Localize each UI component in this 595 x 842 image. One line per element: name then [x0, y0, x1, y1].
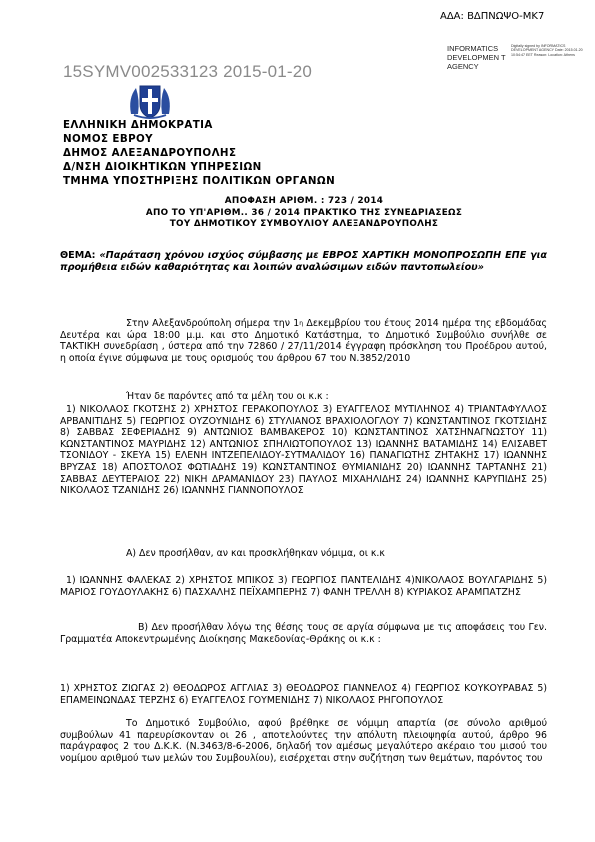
- present-members-list: 1) ΝΙΚΟΛΑΟΣ ΓΚΟΤΣΗΣ 2) ΧΡΗΣΤΟΣ ΓΕΡΑΚΟΠΟΥΛΟΣ 3) ΕΥΑΓΓΕΛΟΣ ΜΥΤΙΛΗΝΟΣ 4) ΤΡΙΑΝΤΑΦΥΛΛΟΣ ΑΡΒΑΝΙΤΙΔΗΣ 5) ΓΕΩΡΓΙΟΣ ΟΥΖΟΥΝΙΔΗΣ 6) ΣΤΥΛΙΑΝΟΣ ΒΡΑΧΙΟΛΟΓΛΟΥ 7) ΚΩΝΣΤΑΝΤΙΝΟΣ ΓΚΟΤΣΙΔΗΣ 8) ΣΑΒΒΑΣ ΣΕΦΕΡΙΑΔΗΣ 9) ΑΝΤΩΝΙΟΣ ΒΑΜΒΑΚΕΡΟΣ 10) ΚΩΝΣΤΑΝΤΙΝΟΣ ΧΑΤΣΗΝΑΓΝΩΣΤΟΥ 11) ΚΩΝΣΤΑΝΤΙΝΟΣ ΜΑΥΡΙΔΗΣ 12) ΑΝΤΩΝΙΟΣ ΣΠΗΛΙΩΤΟΠΟΥΛΟΣ 13) ΙΩΑΝΝΗΣ ΒΑΤΑΜΙΔΗΣ 14) ΕΛΙΣΑΒΕΤ ΤΣΟΝΙΔΟΥ - ΣΚΕΥΑ 15) ΕΛΕΝΗ ΙΝΤΖΕΠΕΛΙΔΟΥ-ΣΥΤΜΑΛΙΔΟΥ 16) ΠΑΝΑΓΙΩΤΗΣ ΖΗΤΑΚΗΣ 17) ΙΩΑΝΝΗΣ ΒΡΥΖΑΣ 18) ΑΠΟΣΤΟΛΟΣ ΦΩΤΙΑΔΗΣ 19) ΚΩΝΣΤΑΝΤΙΝΟΣ ΘΥΜΙΑΝΙΔΗΣ 20) ΙΩΑΝΝΗΣ ΤΑΡΤΑΝΗΣ 21) ΣΑΒΒΑΣ ΔΕΥΤΕΡΑΙΟΣ 22) ΝΙΚΗ ΔΡΑΜΑΝΙΔΟΥ 23) ΠΑΥΛΟΣ ΜΙΧΑΗΛΙΔΗΣ 24) ΙΩΑΝΝΗΣ ΚΑΡΥΠΙΔΗΣ 25) ΝΙΚΟΛΑΟΣ ΤΖΑΝΙΔΗΣ 26) ΙΩΑΝΝΗΣ ΓΙΑΝΝΟΠΟΥΛΟΣ: [60, 404, 547, 497]
- header-line: ΕΛΛΗΝΙΚΗ ΔΗΜΟΚΡΑΤΙΑ: [63, 119, 213, 131]
- header-line: Δ/ΝΣΗ ΔΙΟΙΚΗΤΙΚΩΝ ΥΠΗΡΕΣΙΩΝ: [63, 161, 262, 174]
- intro-text-start: Στην Αλεξανδρούπολη σήμερα την 1: [126, 318, 300, 329]
- subject-block: [60, 250, 547, 273]
- subject-text: «Παράταση χρόνου ισχύος σύμβασης με ΕΒΡΟΣ ΧΑΡΤΙΚΗ ΜΟΝΟΠΡΟΣΩΠΗ ΕΠΕ για προμήθεια ειδών καθαριότητας και λοιπών αναλώσιμων ειδών παντοπωλείου»: [60, 250, 548, 273]
- decision-number: ΑΠΟΦΑΣΗ ΑΡΙΘΜ. : 723 / 2014: [224, 196, 384, 206]
- signature-org-name: INFORMATICS DEVELOPMEN T AGENCY: [447, 44, 506, 71]
- header-line: ΝΟΜΟΣ ΕΒΡΟΥ: [63, 133, 154, 146]
- header-line: ΤΜΗΜΑ ΥΠΟΣΤΗΡΙΞΗΣ ΠΟΛΙΤΙΚΩΝ ΟΡΓΑΝΩΝ: [63, 175, 336, 188]
- subject-label: ΘΕΜΑ:: [60, 250, 96, 261]
- decision-council-line: ΤΟΥ ΔΗΜΟΤΙΚΟΥ ΣΥΜΒΟΥΛΙΟΥ ΑΛΕΞΑΝΔΡΟΥΠΟΛΗΣ: [169, 219, 439, 229]
- intro-text-end: Δεκεμβρίου του έτους 2014 ημέρα της εβδομάδας Δευτέρα και ώρα 18:00 μ.μ. και στο Δημοτικό Κατάστημα, το Δημοτικό Συμβούλιο συνήλθε σε ΤΑΚΤΙΚΗ συνεδρίαση , ύστερα από την 72860 / 27/11/2014 έγγραφη πρόσκληση του Προέδρου αυτού, η οποία έγινε σύμφωνα με τους ορισμούς του άρθρου 67 του Ν.3852/2010: [60, 318, 547, 364]
- date-superscript: η: [299, 320, 304, 327]
- decision-minutes-line: ΑΠΟ ΤΟ ΥΠ'ΑΡΙΘΜ.. 36 / 2014 ΠΡΑΚΤΙΚΟ ΤΗΣ ΣΥΝΕΔΡΙΑΣΕΩΣ: [145, 207, 463, 218]
- section-b-heading: Β) Δεν προσήλθαν λόγω της θέσης τους σε αργία σύμφωνα με τις αποφάσεις του Γεν. Γραμματέα Αποκεντρωμένης Διοίκησης Μακεδονίας-Θράκης οι κ.κ :: [60, 622, 547, 645]
- section-a-heading: Α) Δεν προσήλθαν, αν και προσκλήθηκαν νόμιμα, οι κ.κ: [126, 548, 385, 559]
- ada-code: ΑΔΑ: ΒΔΠΝΩΨΟ-ΜΚ7: [440, 11, 545, 22]
- reference-number: 15SYMV002533123 2015-01-20: [63, 62, 313, 81]
- decision-title: [60, 196, 548, 231]
- digital-signature-text: Digitally signed by INFORMATICS DEVELOPMENT AGENCY Date: 2015.01.20 10:54:47 EET Reason: Location: Athens: [511, 44, 583, 57]
- absent-members-list: 1) ΙΩΑΝΝΗΣ ΦΑΛΕΚΑΣ 2) ΧΡΗΣΤΟΣ ΜΠΙΚΟΣ 3) ΓΕΩΡΓΙΟΣ ΠΑΝΤΕΛΙΔΗΣ 4)ΝΙΚΟΛΑΟΣ ΒΟΥΛΓΑΡΙΔΗΣ 5) ΜΑΡΙΟΣ ΓΟΥΔΟΥΛΑΚΗΣ 6) ΠΑΣΧΑΛΗΣ ΠΕΪΧΑΜΠΕΡΗΣ 7) ΦΑΝΗ ΤΡΕΛΛΗ 8) ΚΥΡΙΑΚΟΣ ΑΡΑΜΠΑΤΖΗΣ: [60, 575, 547, 598]
- meeting-intro-paragraph: [60, 318, 547, 364]
- header-line: ΔΗΜΟΣ ΑΛΕΞΑΝΔΡΟΥΠΟΛΗΣ: [63, 147, 237, 160]
- issuing-authority-header: [63, 118, 335, 188]
- present-intro: Ήταν δε παρόντες από τα μέλη του οι κ.κ :: [126, 391, 329, 402]
- suspended-members-list: 1) ΧΡΗΣΤΟΣ ΖΙΩΓΑΣ 2) ΘΕΟΔΩΡΟΣ ΑΓΓΛΙΑΣ 3) ΘΕΟΔΩΡΟΣ ΓΙΑΝΝΕΛΟΣ 4) ΓΕΩΡΓΙΟΣ ΚΟΥΚΟΥΡΑΒΑΣ 5) ΕΠΑΜΕΙΝΩΝΔΑΣ ΤΕΡΖΗΣ 6) ΕΥΑΓΓΕΛΟΣ ΓΟΥΜΕΝΙΔΗΣ 7) ΝΙΚΟΛΑΟΣ ΡΗΓΟΠΟΥΛΟΣ: [60, 683, 547, 706]
- quorum-paragraph: Το Δημοτικό Συμβούλιο, αφού βρέθηκε σε νόμιμη απαρτία (σε σύνολο αριθμού συμβούλων 41 παρευρίσκονταν οι 26 , αποτελούντες την απόλυτη πλειοψηφία αυτού, άρθρο 96 παράγραφος 2 του Δ.Κ.Κ. (Ν.3463/8-6-2006, δηλαδή τον αμέσως μεγαλύτερο ακέραιο του μισού του νομίμου αριθμού των μελών του Συμβουλίου), εισέρχεται στην συζήτηση των θεμάτων, παρόντος του: [60, 718, 547, 764]
- greek-emblem-icon: [128, 80, 172, 120]
